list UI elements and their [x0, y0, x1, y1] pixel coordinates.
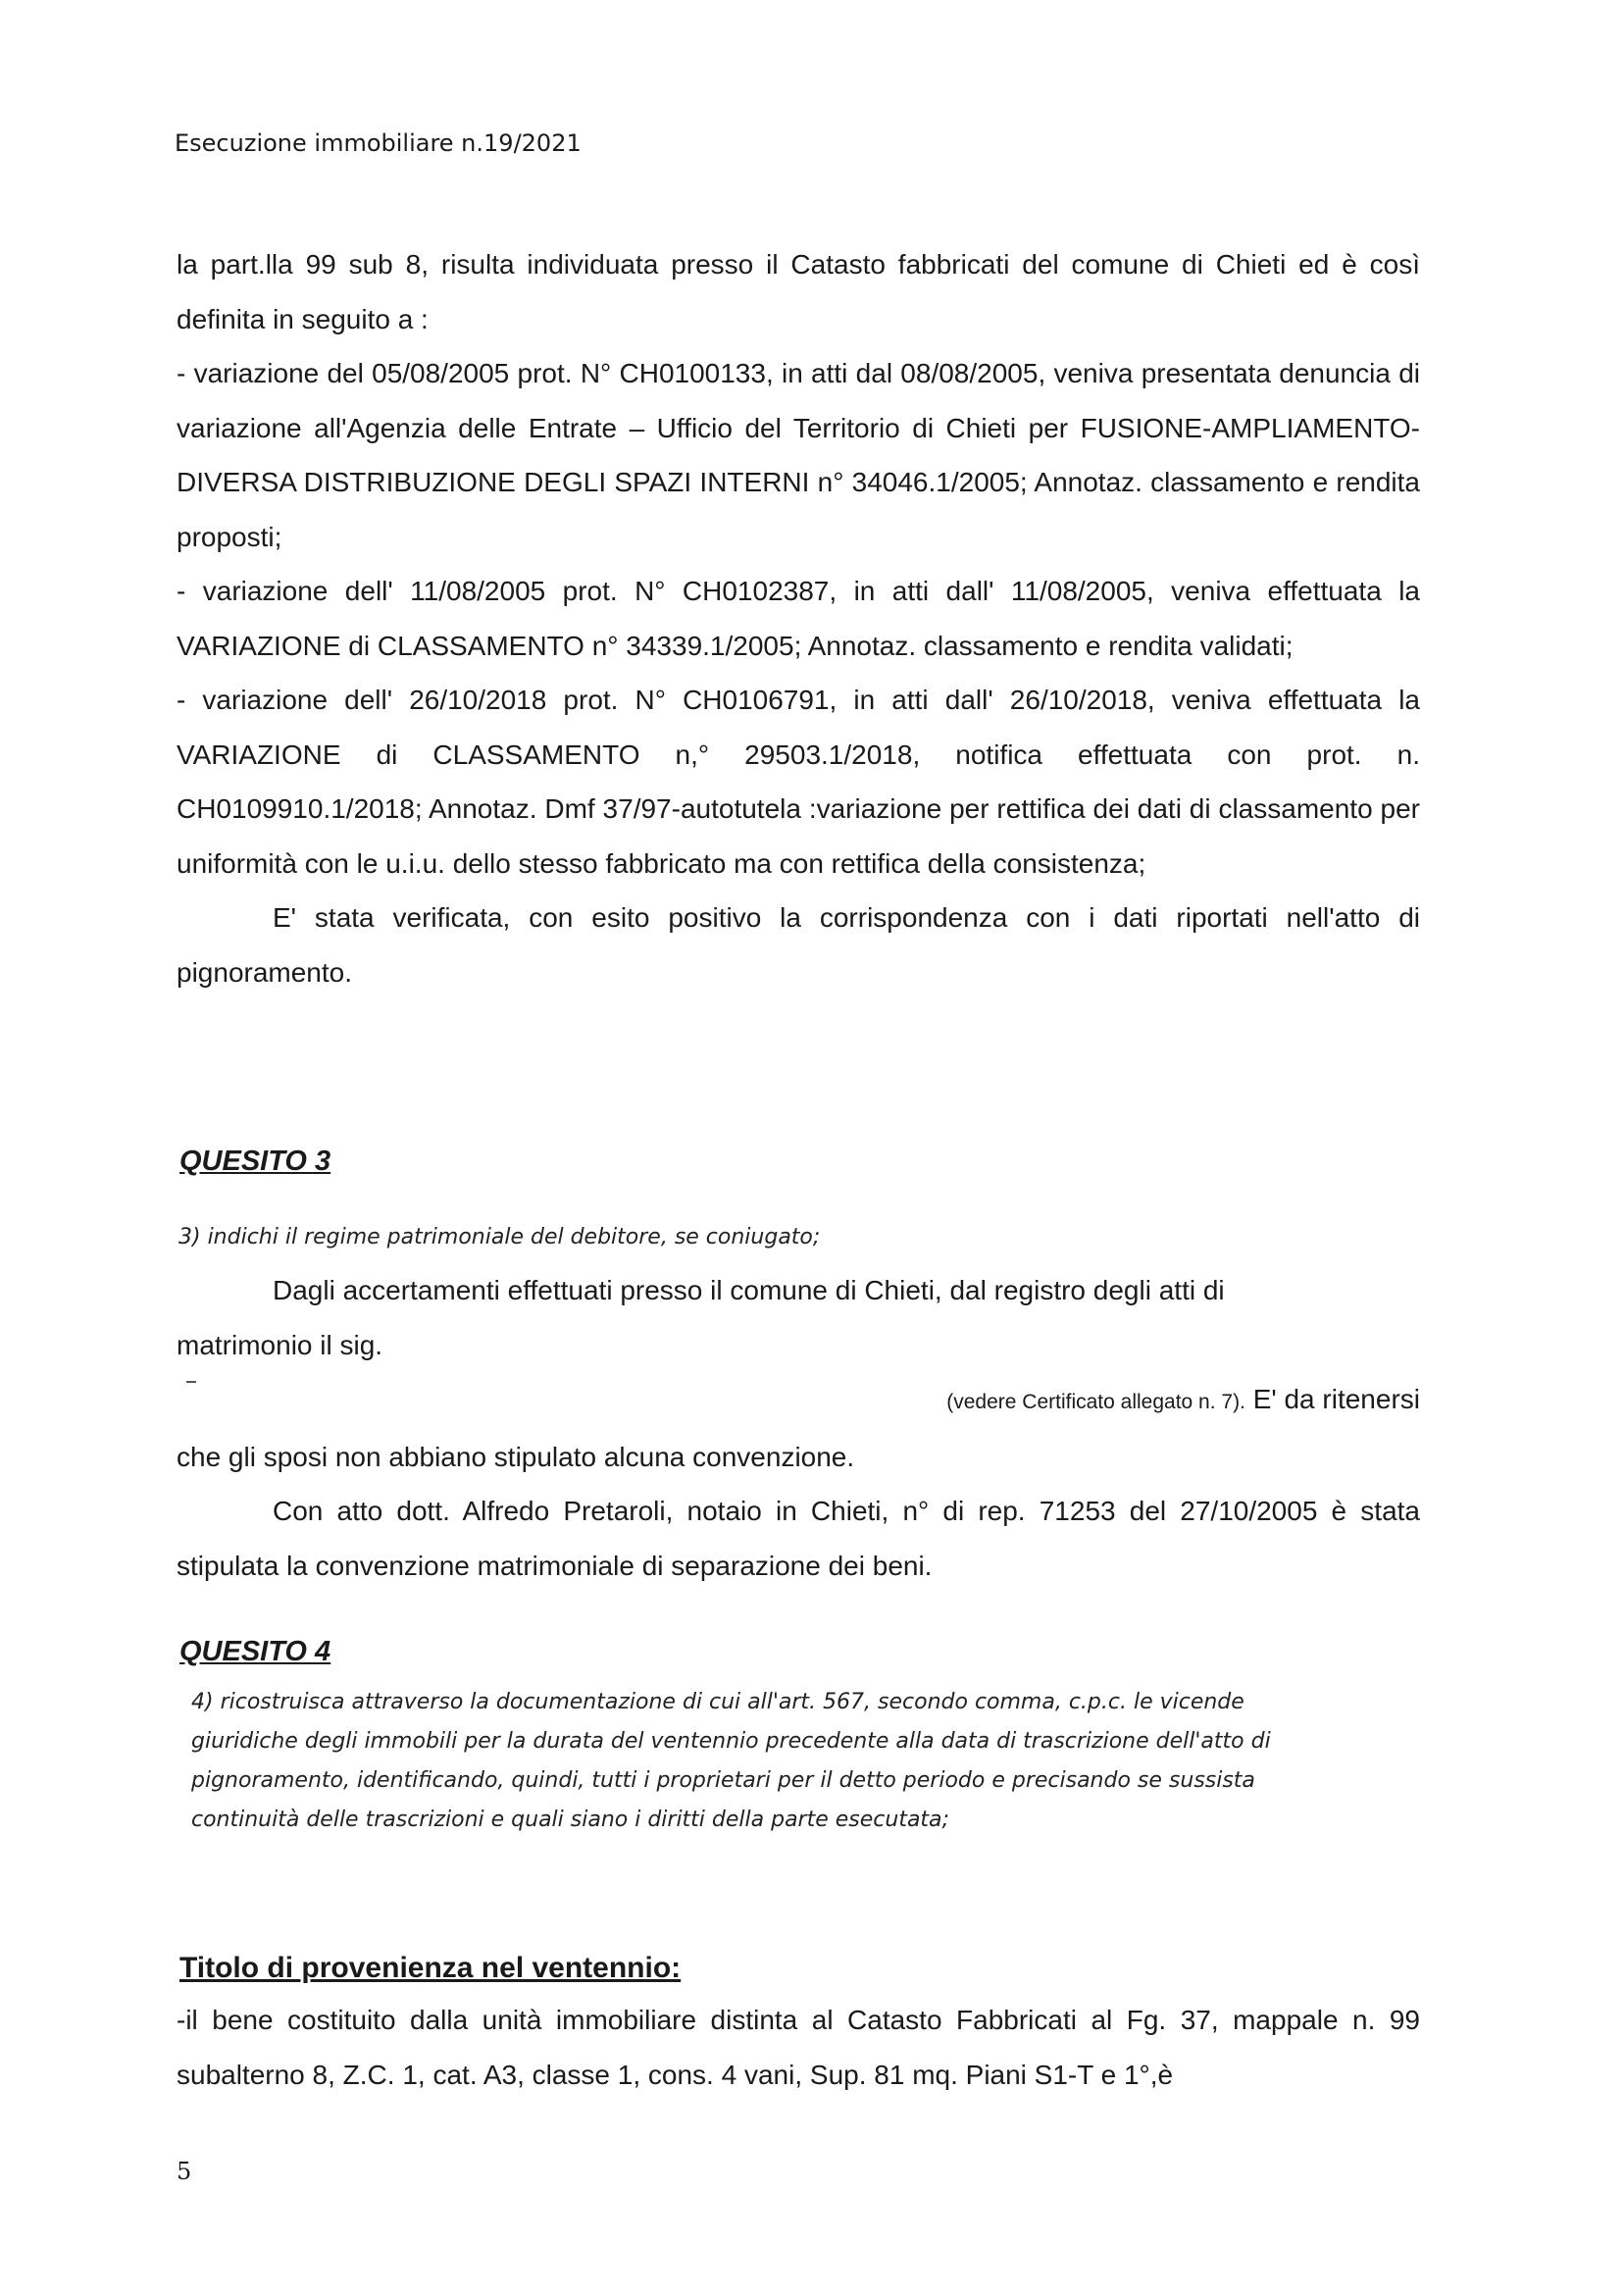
section-catasto — [177, 237, 1420, 999]
paragraph — [177, 1372, 1420, 1430]
document-header: Esecuzione immobiliare n.19/2021 — [175, 129, 582, 157]
paragraph: - variazione dell' 26/10/2018 prot. N° CH0106791, in atti dall' 26/10/2018, veniva effettuata la VARIAZIONE di CLASSAMENTO n,° 29503.1/2018, notifica effettuata con prot. n. CH0109910.1/2018; Annotaz. Dmf 37/97-autotutela :variazione per rettifica dei dati di classamento per uniformità con le u.i.u. dello stesso fabbricato ma con rettifica della consistenza; — [177, 685, 1420, 879]
paragraph: -il bene costituito dalla unità immobiliare distinta al Catasto Fabbricati al Fg. 37, mappale n. 99 subalterno 8, Z.C. 1, cat. A3, classe 1, cons. 4 vani, Sup. 81 mq. Piani S1-T e 1°,è — [177, 2005, 1420, 2090]
paragraph: che gli sposi non abbiano stipulato alcuna convenzione. — [177, 1441, 855, 1472]
quesito-3-title: QUESITO 3 — [179, 1146, 331, 1177]
paragraph: Con atto dott. Alfredo Pretaroli, notaio in Chieti, n° di rep. 71253 del 27/10/2005 è stata stipulata la convenzione matrimoniale di separazione dei beni. — [177, 1496, 1420, 1581]
paragraph: E' stata verificata, con esito positivo la corrispondenza con i dati riportati nell'atto di pignoramento. — [177, 902, 1420, 988]
paragraph-text: E' da ritenersi — [1252, 1384, 1420, 1414]
question-line: pignoramento, identificando, quindi, tutti i proprietari per il detto periodo e precisando se sussista — [191, 1768, 1255, 1793]
question-line: 4) ricostruisca attraverso la documentazione di cui all'art. 567, secondo comma, c.p.c. le vicende — [191, 1690, 1244, 1714]
quesito-4-question — [191, 1683, 1271, 1840]
page-number: 5 — [177, 2158, 192, 2185]
paragraph: - variazione dell' 11/08/2005 prot. N° CH0102387, in atti dall' 11/08/2005, veniva effettuata la VARIAZIONE di CLASSAMENTO n° 34339.1/2005; Annotaz. classamento e rendita validati; — [177, 576, 1420, 661]
quesito-3-question: 3) indichi il regime patrimoniale del debitore, se coniugato; — [178, 1225, 821, 1249]
titolo-text — [177, 1993, 1420, 2102]
paragraph: - variazione del 05/08/2005 prot. N° CH0100133, in atti dal 08/08/2005, veniva presentata denuncia di variazione all'Agenzia delle Entrate – Ufficio del Territorio di Chieti per FUSIONE-AMPLIAMENTO-DIVERSA DISTRIBUZIONE DEGLI SPAZI INTERNI n° 34046.1/2005; Annotaz. classamento e rendita proposti; — [177, 358, 1420, 552]
certificate-ref: (vedere Certificato allegato n. 7). — [946, 1391, 1245, 1413]
paragraph: Dagli accertamenti effettuati presso il comune di Chieti, dal registro degli atti di — [273, 1275, 1225, 1305]
question-line: continuità delle trascrizioni e quali siano i diritti della parte esecutata; — [191, 1808, 949, 1832]
quesito-3-answer — [177, 1263, 1420, 1593]
question-line: giuridiche degli immobili per la durata del ventennio precedente alla data di trascrizione dell'atto di — [191, 1729, 1271, 1754]
titolo-heading: Titolo di provenienza nel ventennio: — [179, 1952, 682, 1984]
paragraph: matrimonio il sig. — [177, 1329, 383, 1360]
quesito-4-title: QUESITO 4 — [179, 1636, 331, 1667]
paragraph: la part.lla 99 sub 8, risulta individuata presso il Catasto fabbricati del comune di Chieti ed è così definita in seguito a : — [177, 249, 1420, 334]
redaction-mark — [186, 1381, 196, 1383]
